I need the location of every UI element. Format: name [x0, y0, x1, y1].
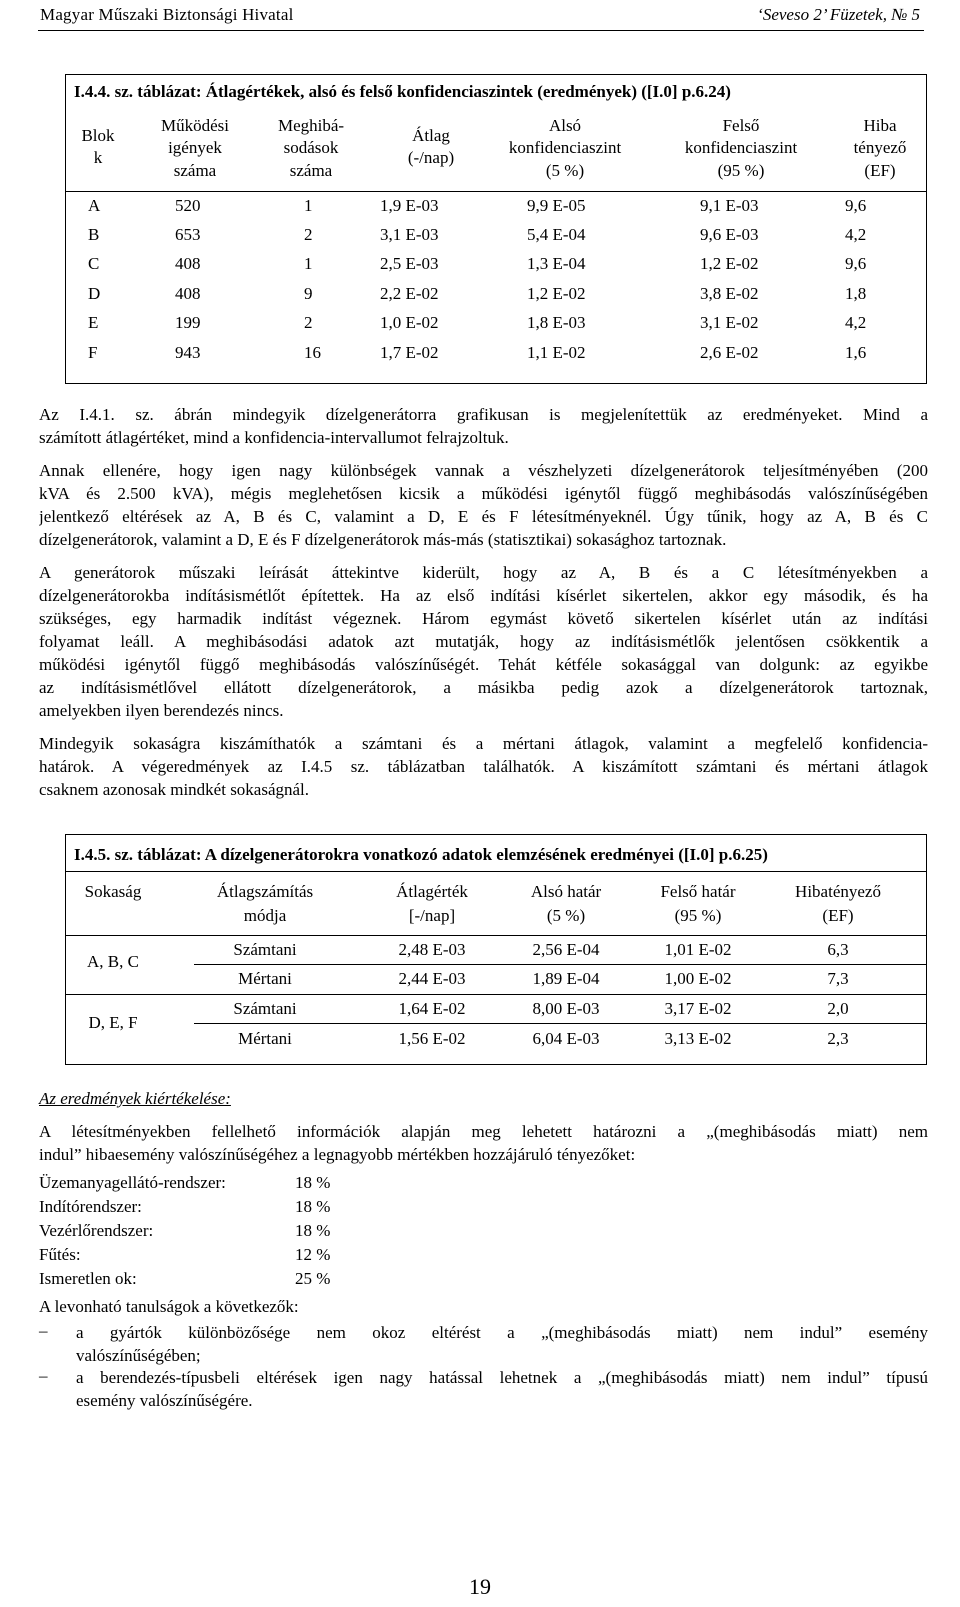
text-line: dízelgenerátorokba indításismétlőt építettek. Ha az első indítási kísérlet sikertelen, akkor egy második, és ha: [39, 586, 928, 605]
table-1-cell: 2,5 E-03: [380, 254, 439, 273]
table-2-cell: 6,04 E-03: [532, 1029, 600, 1048]
table-2-cell: 2,3: [827, 1029, 849, 1048]
paragraph-3: [39, 561, 928, 722]
table-1-header-cell: Blok: [81, 126, 115, 145]
table-1-header-cell: k: [93, 148, 103, 167]
table-1-cell: 9,6 E-03: [700, 225, 759, 244]
table-2-cell: 1,64 E-02: [398, 999, 466, 1018]
table-2-cell: 7,3: [827, 969, 849, 988]
table-1-cell: F: [88, 343, 98, 362]
table-2-cell: Mértani: [238, 1029, 292, 1048]
factor-value: 25 %: [295, 1269, 331, 1288]
text-line: indul” hibaesemény valószínűségéhez a legnagyobb mértékben hozzájáruló tényezőket:: [39, 1145, 636, 1164]
lessons-heading: A levonható tanulságok a következők:: [39, 1297, 299, 1316]
table-1-cell: 1,8 E-03: [527, 313, 586, 332]
table-2-header-cell: Felső határ: [660, 882, 736, 901]
table-1-cell: 653: [175, 225, 201, 244]
text-line: szükséges, egy harmadik indítást végeznek. Három egymást követő sikertelen kísérlet után az indítási: [39, 609, 928, 628]
table-1-cell: 9,1 E-03: [700, 196, 759, 215]
text-line: a berendezés-típusbeli eltérések igen nagy hatással lehetnek a „(meghibásodás miatt) nem indul” típusú: [76, 1368, 928, 1387]
table-1-cell: 1,2 E-02: [527, 284, 586, 303]
table-1-cell: 1,9 E-03: [380, 196, 439, 215]
table-2-cell: 2,56 E-04: [532, 940, 600, 959]
paragraph-4: [39, 732, 928, 801]
text-line: Az I.4.1. sz. ábrán mindegyik dízelgenerátorra grafikusan is megjelenítettük az eredményeket. Mind a: [39, 405, 928, 424]
table-2-rule: [65, 994, 927, 995]
table-2-header-cell: módja: [243, 906, 287, 925]
table-2-header-cell: Sokaság: [84, 882, 142, 901]
table-1-header-cell: száma: [289, 161, 333, 180]
table-1-header-cell: (5 %): [545, 161, 585, 180]
table-1-cell: 1,8: [845, 284, 867, 303]
table-2-header-cell: (EF): [822, 906, 854, 925]
text-line: a gyártók különbözősége nem okoz eltérést a „(meghibásodás miatt) nem indul” esemény: [76, 1323, 928, 1342]
evaluation-intro: [39, 1120, 928, 1166]
dash-bullet: –: [39, 1366, 48, 1385]
header-rule: [38, 30, 924, 31]
factor-label: Vezérlőrendszer:: [39, 1221, 154, 1240]
table-1-header-cell: sodások: [283, 138, 339, 157]
table-1-cell: 1,7 E-02: [380, 343, 439, 362]
factor-value: 12 %: [295, 1245, 331, 1264]
table-1-cell: 4,2: [845, 225, 867, 244]
table-1-cell: E: [88, 313, 99, 332]
table-2-cell: 3,13 E-02: [664, 1029, 732, 1048]
table-1-header-cell: Átlag: [412, 126, 450, 145]
text-line: működési igénytől függő meghibásodás valószínűségét. Tehát kétféle sokasággal van dolgunk: az egyikbe: [39, 655, 928, 674]
text-line: valószínűségében;: [76, 1346, 201, 1365]
table-1-cell: 1,0 E-02: [380, 313, 439, 332]
evaluation-heading: Az eredmények kiértékelése:: [39, 1089, 231, 1108]
page-number: 19: [469, 1574, 491, 1599]
table-1-header-cell: (-/nap): [407, 148, 455, 167]
table-2-cell: Mértani: [238, 969, 292, 988]
text-line: dízelgenerátorok, valamint a D, E és F dízelgenerátorok más-más (statisztikai) sokasághoz tartoznak.: [39, 530, 727, 549]
table-1-cell: 408: [175, 254, 201, 273]
text-line: határok. A végeredmények az I.4.5 sz. táblázatban találhatók. A kiszámított számtani és mértani átlagok: [39, 757, 928, 776]
table-1-cell: A: [88, 196, 101, 215]
table-1-cell: 3,8 E-02: [700, 284, 759, 303]
table-1-cell: 16: [304, 343, 321, 362]
header-publisher: Magyar Műszaki Biztonsági Hivatal: [40, 5, 294, 24]
table-1-header-cell: tényező: [853, 138, 907, 157]
lesson-item: [76, 1366, 928, 1412]
lesson-item: [76, 1321, 928, 1367]
text-line: csaknem azonosak mindkét sokaságnál.: [39, 780, 310, 799]
table-2-caption: I.4.5. sz. táblázat: A dízelgenerátorokra vonatkozó adatok elemzésének eredményei ([I.0] p.6.25): [74, 845, 768, 864]
table-2-cell: 1,00 E-02: [664, 969, 732, 988]
table-2-cell: 1,89 E-04: [532, 969, 600, 988]
table-1-cell: 2,2 E-02: [380, 284, 439, 303]
table-2-rule: [194, 1023, 927, 1024]
text-line: az indításismétlővel ellátott dízelgenerátorok, a másikba pedig azok a dízelgenerátorok tartoznak,: [39, 678, 928, 697]
text-line: A generátorok műszaki leírását áttekintve kiderült, hogy az A, B és a C létesítményekben a: [39, 563, 928, 582]
table-1-cell: 2: [304, 225, 313, 244]
table-1-header-cell: Felső: [722, 116, 760, 135]
table-1-cell: 1: [304, 254, 313, 273]
factor-value: 18 %: [295, 1197, 331, 1216]
table-1-caption: I.4.4. sz. táblázat: Átlagértékek, alsó és felső konfidenciaszintek (eredmények) ([I.0] p.6.24): [74, 82, 731, 101]
table-2-header-cell: (5 %): [546, 906, 586, 925]
table-1-cell: 3,1 E-03: [380, 225, 439, 244]
text-line: folyamat leáll. A meghibásodási adatok azt mutatják, hogy az indításismétlők jelentősen csökkentik a: [39, 632, 928, 651]
table-2-header-cell: Hibatényező: [795, 882, 881, 901]
table-2-header-cell: (95 %): [674, 906, 722, 925]
table-1-cell: 9,6: [845, 254, 867, 273]
table-2-group-label: A, B, C: [87, 952, 139, 971]
table-1-header-cell: (95 %): [717, 161, 765, 180]
table-1-cell: 199: [175, 313, 201, 332]
table-1-cell: 520: [175, 196, 201, 215]
table-1-header-cell: Alsó: [548, 116, 582, 135]
table-1-header-cell: (EF): [864, 161, 896, 180]
factor-label: Fűtés:: [39, 1245, 81, 1264]
paragraph-2: [39, 459, 928, 551]
table-1-cell: 408: [175, 284, 201, 303]
text-line: számított átlagértéket, mind a konfidencia-intervallumot felrajzoltuk.: [39, 428, 509, 447]
table-1-header-rule: [65, 191, 927, 192]
table-1-cell: 9: [304, 284, 313, 303]
table-2-cell: 2,44 E-03: [398, 969, 466, 988]
factor-label: Indítórendszer:: [39, 1197, 142, 1216]
table-2-cell: 2,48 E-03: [398, 940, 466, 959]
table-1-header-cell: Működési: [161, 116, 229, 135]
table-1-cell: 943: [175, 343, 201, 362]
table-1-header-cell: Meghibá-: [277, 116, 345, 135]
table-2-cell: 6,3: [827, 940, 849, 959]
table-2-cell: 8,00 E-03: [532, 999, 600, 1018]
table-2-header-cell: Átlagszámítás: [216, 882, 314, 901]
table-1-header-cell: Hiba: [863, 116, 897, 135]
table-1-cell: 1: [304, 196, 313, 215]
table-2-cell: 3,17 E-02: [664, 999, 732, 1018]
table-1-cell: 4,2: [845, 313, 867, 332]
factor-label: Ismeretlen ok:: [39, 1269, 137, 1288]
factor-label: Üzemanyagellátó-rendszer:: [39, 1173, 226, 1192]
table-1-cell: C: [88, 254, 100, 273]
table-1-cell: B: [88, 225, 100, 244]
text-line: Mindegyik sokaságra kiszámíthatók a számtani és a mértani átlagok, valamint a megfelelő konfidencia-: [39, 734, 928, 753]
text-line: kVA és 2.500 kVA), mégis meglehetősen kicsik a működési igénytől függő meghibásodás valószínűségében: [39, 484, 928, 503]
table-2-header-cell: [-/nap]: [408, 906, 456, 925]
table-1-cell: D: [88, 284, 101, 303]
text-line: amelyekben ilyen berendezés nincs.: [39, 701, 284, 720]
table-1-header-cell: száma: [173, 161, 217, 180]
text-line: jelentkező eltérések az A, B és C, valamint a D, E és F létesítményeknél. Úgy tűnik, hogy az A, B és C: [39, 507, 928, 526]
table-1-cell: 2: [304, 313, 313, 332]
table-1-cell: 1,3 E-04: [527, 254, 586, 273]
text-line: Annak ellenére, hogy igen nagy különbségek vannak a vészhelyzeti dízelgenerátorok teljesítményében (200: [39, 461, 928, 480]
dash-bullet: –: [39, 1321, 48, 1340]
table-1-cell: 5,4 E-04: [527, 225, 586, 244]
table-2-cell: 2,0: [827, 999, 849, 1018]
text-line: esemény valószínűségére.: [76, 1391, 253, 1410]
table-2-header-cell: Alsó határ: [530, 882, 602, 901]
table-1-cell: 1,6: [845, 343, 867, 362]
table-1-cell: 3,1 E-02: [700, 313, 759, 332]
table-2-cell: Számtani: [233, 940, 297, 959]
table-1-header-cell: konfidenciaszint: [684, 138, 798, 157]
table-2-rule: [65, 871, 927, 872]
table-1-header-cell: konfidenciaszint: [508, 138, 622, 157]
table-1-cell: 2,6 E-02: [700, 343, 759, 362]
table-2-cell: 1,56 E-02: [398, 1029, 466, 1048]
table-2-header-cell: Átlagérték: [396, 882, 468, 901]
table-1-cell: 9,9 E-05: [527, 196, 586, 215]
text-line: A létesítményekben fellelhető információk alapján meg lehetett határozni a „(meghibásodás miatt) nem: [39, 1122, 928, 1141]
table-2-cell: Számtani: [233, 999, 297, 1018]
table-2-rule: [65, 935, 927, 936]
table-2-cell: 1,01 E-02: [664, 940, 732, 959]
table-1-header-cell: igények: [168, 138, 222, 157]
header-series: ‘Seveso 2’ Füzetek, № 5: [757, 5, 920, 24]
table-1-cell: 1,2 E-02: [700, 254, 759, 273]
paragraph-1: [39, 403, 928, 449]
table-1-cell: 9,6: [845, 196, 867, 215]
factor-value: 18 %: [295, 1221, 331, 1240]
table-2-group-label: D, E, F: [88, 1013, 138, 1032]
factor-value: 18 %: [295, 1173, 331, 1192]
table-1-cell: 1,1 E-02: [527, 343, 586, 362]
table-2-rule: [194, 964, 927, 965]
